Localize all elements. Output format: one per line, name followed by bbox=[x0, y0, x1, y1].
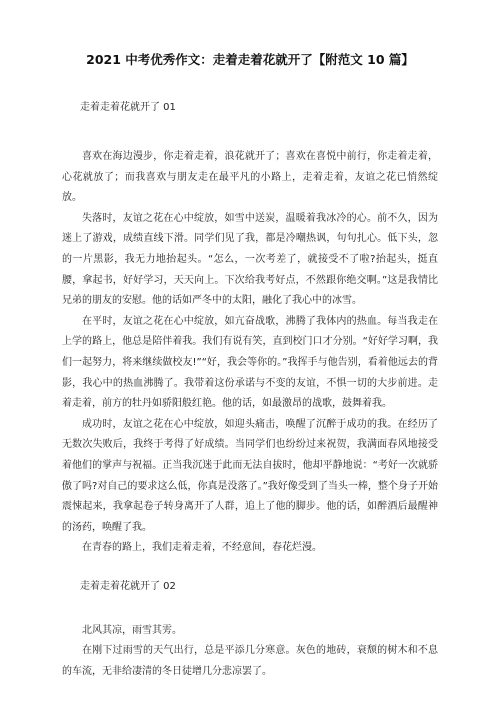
document-title: 2021 中考优秀作文：走着走着花就开了【附范文 10 篇】 bbox=[86, 52, 414, 67]
paragraph: 北风其凉，雨雪其雱。 bbox=[82, 624, 182, 636]
section-heading: 走着走着花就开了 02 bbox=[80, 580, 176, 592]
paragraph: 失落时，友谊之花在心中绽放，如雪中送炭，温暖着我冰冷的心。前不久，因为迷上了游戏，成绩直线下滑。同学们见了我，都是冷嘲热讽，句句扎心。低下头，忽的一片黑影，我无力地抬起头。“怎么，一次考差了，就接受不了啦?抬起头，挺直腰，拿起书，好好学习，天天向上。下次给我考好点，不然跟你绝交啊。”这是我情比兄弟的朋友的安慰。他的话如严冬中的太阳，融化了我心中的冰雪。 bbox=[62, 212, 438, 307]
paragraph: 成功时，友谊之花在心中绽放，如迎头痛击，唤醒了沉醉于成功的我。在经历了无数次失败后，我终于考得了好成绩。当同学们也纷纷过来祝贺，我满面春风地接受着他们的掌声与祝福。正当我沉迷于此而无法自拔时，他却平静地说：“考好一次就骄傲了吗?对自己的要求这么低，你真是没落了。”我好像受到了当头一棒，整个身子开始震悚起来，我拿起卷子转身离开了人群，追上了他的脚步。他的话，如醉酒后最醒神的汤药，唤醒了我。 bbox=[62, 418, 438, 533]
paragraph: 在青春的路上，我们走着走着，不经意间，春花烂漫。 bbox=[82, 542, 322, 554]
paragraph: 在平时，友谊之花在心中绽放，如亢奋战歌，沸腾了我体内的热血。每当我走在上学的路上，他总是陪伴着我。我们有说有笑，直到校门口才分别。“好好学习啊，我们一起努力，将来继续做校友!”“好，我会等你的。”我挥手与他告别，看着他远去的背影，我心中的热血沸腾了。我带着这份承诺与不变的友谊，不惧一切的大步前进。走着走着，前方的牡丹如骄阳般红艳。他的话，如最激昂的战歌，鼓舞着我。 bbox=[62, 315, 438, 410]
section-divider-space bbox=[62, 559, 438, 579]
section-heading: 走着走着花就开了 01 bbox=[80, 102, 176, 113]
paragraph: 喜欢在海边漫步，你走着走着，浪花就开了；喜欢在喜悦中前行，你走着走着，心花就放了；而我喜欢与朋友走在最平凡的小路上，走着走着，友谊之花已悄然绽放。 bbox=[62, 151, 438, 204]
essay-section-02 bbox=[62, 579, 438, 683]
essay-section-01 bbox=[62, 100, 438, 559]
paragraph: 在刚下过雨雪的天气出行，总是平添几分寒意。灰色的地砖，衰颓的树木和不息的车流，无非给凄清的冬日徒增几分悲凉罢了。 bbox=[62, 645, 438, 678]
